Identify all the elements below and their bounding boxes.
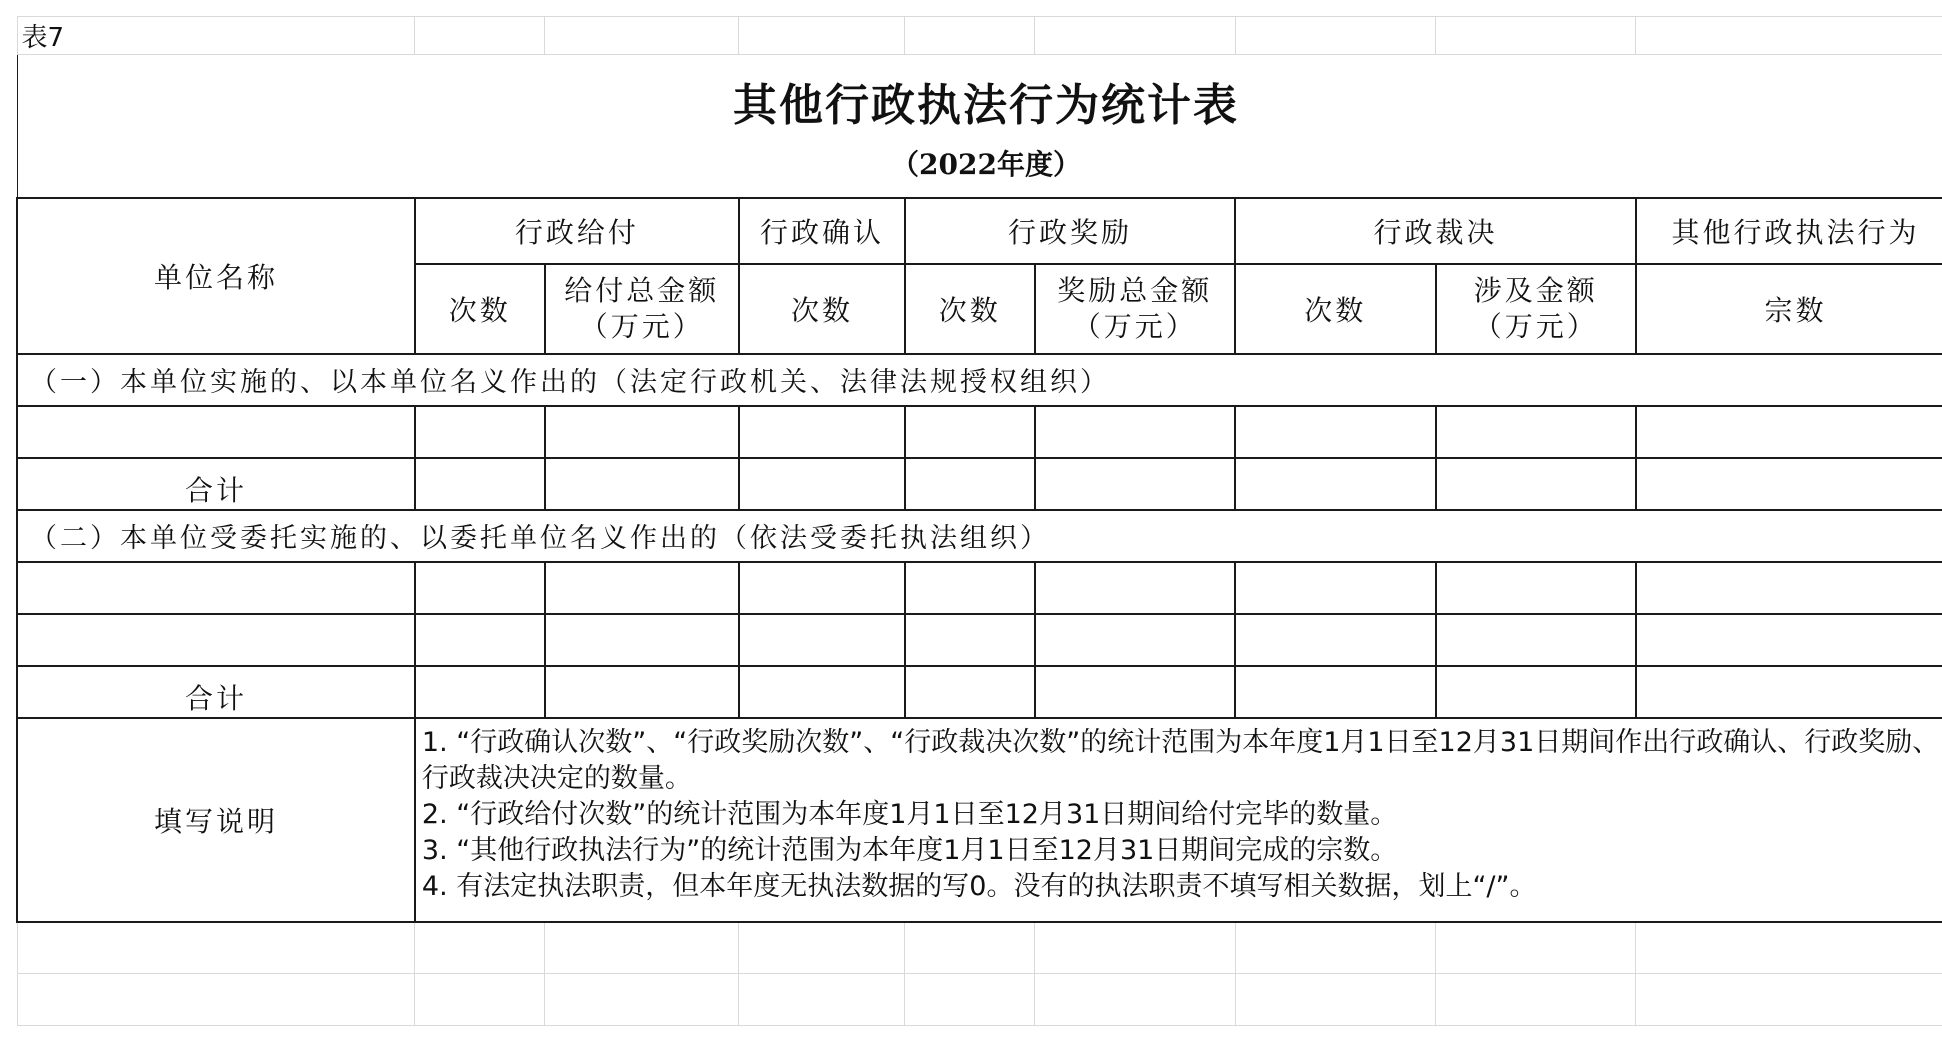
section1-total-label[interactable]: 合计 [17, 458, 415, 510]
data-cell[interactable] [545, 666, 739, 718]
data-cell[interactable] [905, 458, 1035, 510]
data-cell[interactable] [1235, 666, 1435, 718]
header-group-reward[interactable]: 行政奖励 [905, 198, 1235, 264]
header-ruling-amount-line1: 涉及金额 [1473, 273, 1598, 307]
header-ruling-amount-line2: （万元） [1473, 309, 1598, 343]
data-cell[interactable] [1636, 458, 1942, 510]
data-cell[interactable] [545, 614, 739, 666]
header-group-ruling[interactable]: 行政裁决 [1235, 198, 1636, 264]
data-cell[interactable] [545, 458, 739, 510]
empty-cell[interactable] [1436, 17, 1636, 55]
table-row [17, 406, 1942, 458]
data-cell[interactable] [1636, 406, 1942, 458]
table-tag[interactable]: 表7 [17, 17, 415, 55]
page-subtitle: （2022年度） [891, 147, 1081, 181]
header-confirmation-count[interactable]: 次数 [739, 264, 905, 354]
instructions-label[interactable]: 填写说明 [17, 718, 415, 922]
data-cell[interactable] [17, 406, 415, 458]
empty-cell[interactable] [17, 974, 415, 1026]
empty-cell[interactable] [1235, 974, 1435, 1026]
empty-cell[interactable] [905, 922, 1035, 974]
data-cell[interactable] [1035, 614, 1235, 666]
data-cell[interactable] [905, 406, 1035, 458]
empty-cell[interactable] [739, 974, 905, 1026]
header-payment-count[interactable]: 次数 [415, 264, 545, 354]
data-cell[interactable] [739, 666, 905, 718]
data-cell[interactable] [1436, 666, 1636, 718]
header-payment-amount[interactable] [545, 264, 739, 354]
section2-label[interactable]: （二）本单位受委托实施的、以委托单位名义作出的（依法受委托执法组织） [17, 510, 1942, 562]
header-ruling-count[interactable]: 次数 [1235, 264, 1435, 354]
data-cell[interactable] [1636, 562, 1942, 614]
empty-cell[interactable] [1636, 17, 1942, 55]
empty-cell[interactable] [1235, 17, 1435, 55]
empty-cell[interactable] [1636, 974, 1942, 1026]
empty-cell[interactable] [1636, 922, 1942, 974]
instruction-line-3: 3. “其他行政执法行为”的统计范围为本年度1月1日至12月31日期间完成的宗数。 [421, 834, 1398, 866]
data-cell[interactable] [415, 666, 545, 718]
data-cell[interactable] [1436, 406, 1636, 458]
empty-cell[interactable] [17, 922, 415, 974]
data-cell[interactable] [1035, 406, 1235, 458]
data-cell[interactable] [905, 562, 1035, 614]
empty-cell[interactable] [545, 17, 739, 55]
data-cell[interactable] [545, 406, 739, 458]
section1-label[interactable]: （一）本单位实施的、以本单位名义作出的（法定行政机关、法律法规授权组织） [17, 354, 1942, 406]
table-row [17, 562, 1942, 614]
data-cell[interactable] [1436, 614, 1636, 666]
data-cell[interactable] [739, 458, 905, 510]
data-cell[interactable] [415, 458, 545, 510]
data-cell[interactable] [1235, 458, 1435, 510]
header-payment-amount-line2: （万元） [579, 309, 704, 343]
empty-cell[interactable] [739, 922, 905, 974]
empty-cell[interactable] [739, 17, 905, 55]
data-cell[interactable] [1235, 406, 1435, 458]
statistics-table [16, 16, 1942, 1026]
data-cell[interactable] [905, 666, 1035, 718]
data-cell[interactable] [905, 614, 1035, 666]
title-cell[interactable] [17, 55, 1942, 198]
empty-cell[interactable] [1035, 17, 1235, 55]
data-cell[interactable] [739, 562, 905, 614]
header-payment-amount-line1: 给付总金额 [564, 273, 720, 307]
empty-cell[interactable] [545, 974, 739, 1026]
empty-cell[interactable] [1436, 922, 1636, 974]
header-other-cases[interactable]: 宗数 [1636, 264, 1942, 354]
data-cell[interactable] [1436, 562, 1636, 614]
data-cell[interactable] [739, 406, 905, 458]
data-cell[interactable] [17, 562, 415, 614]
header-group-confirmation[interactable]: 行政确认 [739, 198, 905, 264]
section2-total-label[interactable]: 合计 [17, 666, 415, 718]
data-cell[interactable] [1636, 666, 1942, 718]
data-cell[interactable] [1235, 562, 1435, 614]
data-cell[interactable] [415, 562, 545, 614]
data-cell[interactable] [1035, 666, 1235, 718]
header-group-other[interactable]: 其他行政执法行为 [1636, 198, 1942, 264]
header-unit-name[interactable]: 单位名称 [17, 198, 415, 354]
data-cell[interactable] [415, 406, 545, 458]
empty-cell[interactable] [1035, 922, 1235, 974]
header-reward-amount-line2: （万元） [1072, 309, 1197, 343]
empty-cell[interactable] [1235, 922, 1435, 974]
table-row [17, 458, 1942, 510]
header-reward-amount[interactable] [1035, 264, 1235, 354]
data-cell[interactable] [1235, 614, 1435, 666]
data-cell[interactable] [1035, 458, 1235, 510]
instructions-content[interactable] [415, 718, 1942, 922]
instruction-line-1: 1. “行政确认次数”、“行政奖励次数”、“行政裁决次数”的统计范围为本年度1月1日至12月31日期间作出行政确认、行政奖励、行政裁决决定的数量。 [421, 726, 1940, 794]
data-cell[interactable] [739, 614, 905, 666]
table-row [17, 666, 1942, 718]
data-cell[interactable] [545, 562, 739, 614]
empty-cell[interactable] [545, 922, 739, 974]
empty-cell[interactable] [905, 974, 1035, 1026]
table-row [17, 614, 1942, 666]
header-group-payment[interactable]: 行政给付 [415, 198, 739, 264]
empty-cell[interactable] [415, 17, 545, 55]
header-ruling-amount[interactable] [1436, 264, 1636, 354]
empty-cell[interactable] [415, 974, 545, 1026]
empty-cell[interactable] [1436, 974, 1636, 1026]
data-cell[interactable] [17, 614, 415, 666]
header-reward-amount-line1: 奖励总金额 [1057, 273, 1213, 307]
data-cell[interactable] [1035, 562, 1235, 614]
empty-cell[interactable] [905, 17, 1035, 55]
empty-cell[interactable] [1035, 974, 1235, 1026]
data-cell[interactable] [1436, 458, 1636, 510]
data-cell[interactable] [1636, 614, 1942, 666]
empty-cell[interactable] [415, 922, 545, 974]
data-cell[interactable] [415, 614, 545, 666]
page-title: 其他行政执法行为统计表 [733, 79, 1239, 131]
header-reward-count[interactable]: 次数 [905, 264, 1035, 354]
instruction-line-2: 2. “行政给付次数”的统计范围为本年度1月1日至12月31日期间给付完毕的数量。 [421, 798, 1398, 830]
instruction-line-4: 4. 有法定执法职责，但本年度无执法数据的写0。没有的执法职责不填写相关数据，划上“/”。 [421, 870, 1537, 902]
